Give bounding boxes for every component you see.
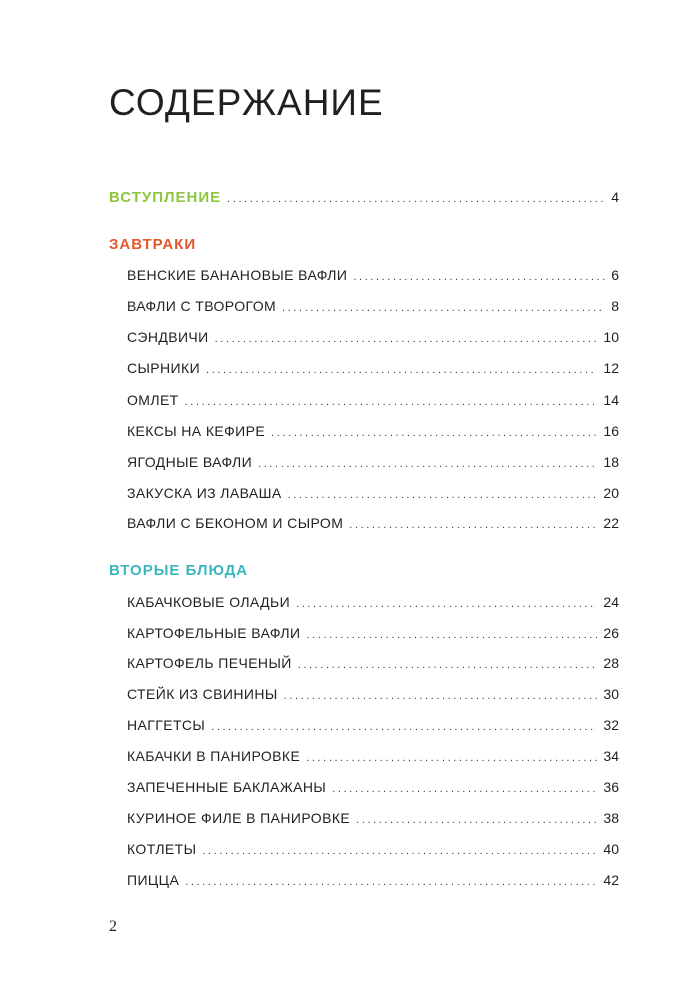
page-title: СОДЕРЖАНИЕ	[109, 82, 384, 123]
toc-entry[interactable]	[127, 810, 619, 830]
toc-entry[interactable]	[127, 779, 619, 799]
toc-entry[interactable]	[127, 515, 619, 535]
page-number: 2	[109, 918, 117, 935]
toc-entry-page: 22	[603, 515, 619, 531]
toc-entry-label: СТЕЙК ИЗ СВИНИНЫ	[127, 686, 278, 702]
dot-leader	[306, 629, 597, 641]
dot-leader	[185, 876, 597, 888]
toc-entry-label: КАБАЧКОВЫЕ ОЛАДЬИ	[127, 594, 291, 610]
toc-intro-row[interactable]	[109, 189, 619, 209]
toc-entry-page: 24	[603, 594, 619, 610]
toc-entry-page: 32	[603, 717, 619, 733]
toc-entry-page: 30	[603, 686, 619, 702]
toc-entry-label: КАРТОФЕЛЬНЫЕ ВАФЛИ	[127, 625, 301, 641]
toc-entry[interactable]	[127, 655, 619, 675]
toc-entry-label: ЗАКУСКА ИЗ ЛАВАША	[127, 485, 282, 501]
toc-entry[interactable]	[127, 625, 619, 645]
toc-entry-page: 16	[603, 423, 619, 439]
toc-entry-page: 18	[603, 454, 619, 470]
toc-entry-label: ЯГОДНЫЕ ВАФЛИ	[127, 454, 253, 470]
toc-entry[interactable]	[127, 872, 619, 892]
dot-leader	[332, 783, 597, 795]
dot-leader	[306, 752, 597, 764]
dot-leader	[185, 396, 598, 408]
section-heading-breakfast: ЗАВТРАКИ	[109, 236, 197, 253]
toc-entry[interactable]	[127, 748, 619, 768]
toc-intro-label: ВСТУПЛЕНИЕ	[109, 189, 222, 206]
toc-entry-label: ВЕНСКИЕ БАНАНОВЫЕ ВАФЛИ	[127, 267, 348, 283]
dot-leader	[206, 364, 597, 376]
toc-entry-page: 8	[611, 298, 619, 314]
dot-leader	[211, 721, 597, 733]
section-heading-mains: ВТОРЫЕ БЛЮДА	[109, 562, 249, 579]
toc-entry-label: СЭНДВИЧИ	[127, 329, 209, 345]
toc-entry[interactable]	[127, 298, 619, 318]
toc-entry[interactable]	[127, 594, 619, 614]
toc-entry-label: СЫРНИКИ	[127, 360, 201, 376]
toc-entry-label: КОТЛЕТЫ	[127, 841, 197, 857]
toc-entry-page: 34	[603, 748, 619, 764]
toc-entry[interactable]	[127, 454, 619, 474]
toc-entry[interactable]	[127, 392, 619, 412]
dot-leader	[353, 271, 605, 283]
toc-entry[interactable]	[127, 267, 619, 287]
toc-entry-label: ВАФЛИ С БЕКОНОМ И СЫРОМ	[127, 515, 344, 531]
dot-leader	[282, 302, 605, 314]
toc-entry[interactable]	[127, 717, 619, 737]
toc-entry-page: 20	[603, 485, 619, 501]
toc-entry-page: 10	[603, 329, 619, 345]
toc-intro-page: 4	[611, 189, 619, 205]
dot-leader	[271, 427, 597, 439]
dot-leader	[258, 458, 597, 470]
toc-entry[interactable]	[127, 841, 619, 861]
dot-leader	[284, 690, 598, 702]
toc-entry-label: НАГГЕТСЫ	[127, 717, 206, 733]
dot-leader	[296, 598, 597, 610]
toc-entry-label: КАРТОФЕЛЬ ПЕЧЕНЫЙ	[127, 655, 292, 671]
dot-leader	[215, 333, 598, 345]
dot-leader	[227, 193, 605, 205]
toc-entry-label: КУРИНОЕ ФИЛЕ В ПАНИРОВКЕ	[127, 810, 351, 826]
toc-entry-page: 14	[603, 392, 619, 408]
toc-entry-label: КАБАЧКИ В ПАНИРОВКЕ	[127, 748, 301, 764]
toc-entry-label: ЗАПЕЧЕННЫЕ БАКЛАЖАНЫ	[127, 779, 327, 795]
toc-entry[interactable]	[127, 686, 619, 706]
toc-entry-page: 6	[611, 267, 619, 283]
toc-entry-label: КЕКСЫ НА КЕФИРЕ	[127, 423, 266, 439]
toc-entry-page: 42	[603, 872, 619, 888]
toc-entry-label: ОМЛЕТ	[127, 392, 179, 408]
toc-entry-page: 38	[603, 810, 619, 826]
toc-entry[interactable]	[127, 360, 619, 380]
toc-entry[interactable]	[127, 329, 619, 349]
dot-leader	[356, 814, 597, 826]
toc-entry-page: 36	[603, 779, 619, 795]
toc-entry[interactable]	[127, 485, 619, 505]
toc-entry-label: ВАФЛИ С ТВОРОГОМ	[127, 298, 277, 314]
dot-leader	[202, 845, 597, 857]
toc-entry-page: 40	[603, 841, 619, 857]
dot-leader	[349, 519, 597, 531]
toc-entry-page: 26	[603, 625, 619, 641]
toc-entry-page: 28	[603, 655, 619, 671]
dot-leader	[288, 489, 598, 501]
toc-entry-page: 12	[603, 360, 619, 376]
toc-entry-label: ПИЦЦА	[127, 872, 180, 888]
dot-leader	[298, 659, 598, 671]
toc-entry[interactable]	[127, 423, 619, 443]
